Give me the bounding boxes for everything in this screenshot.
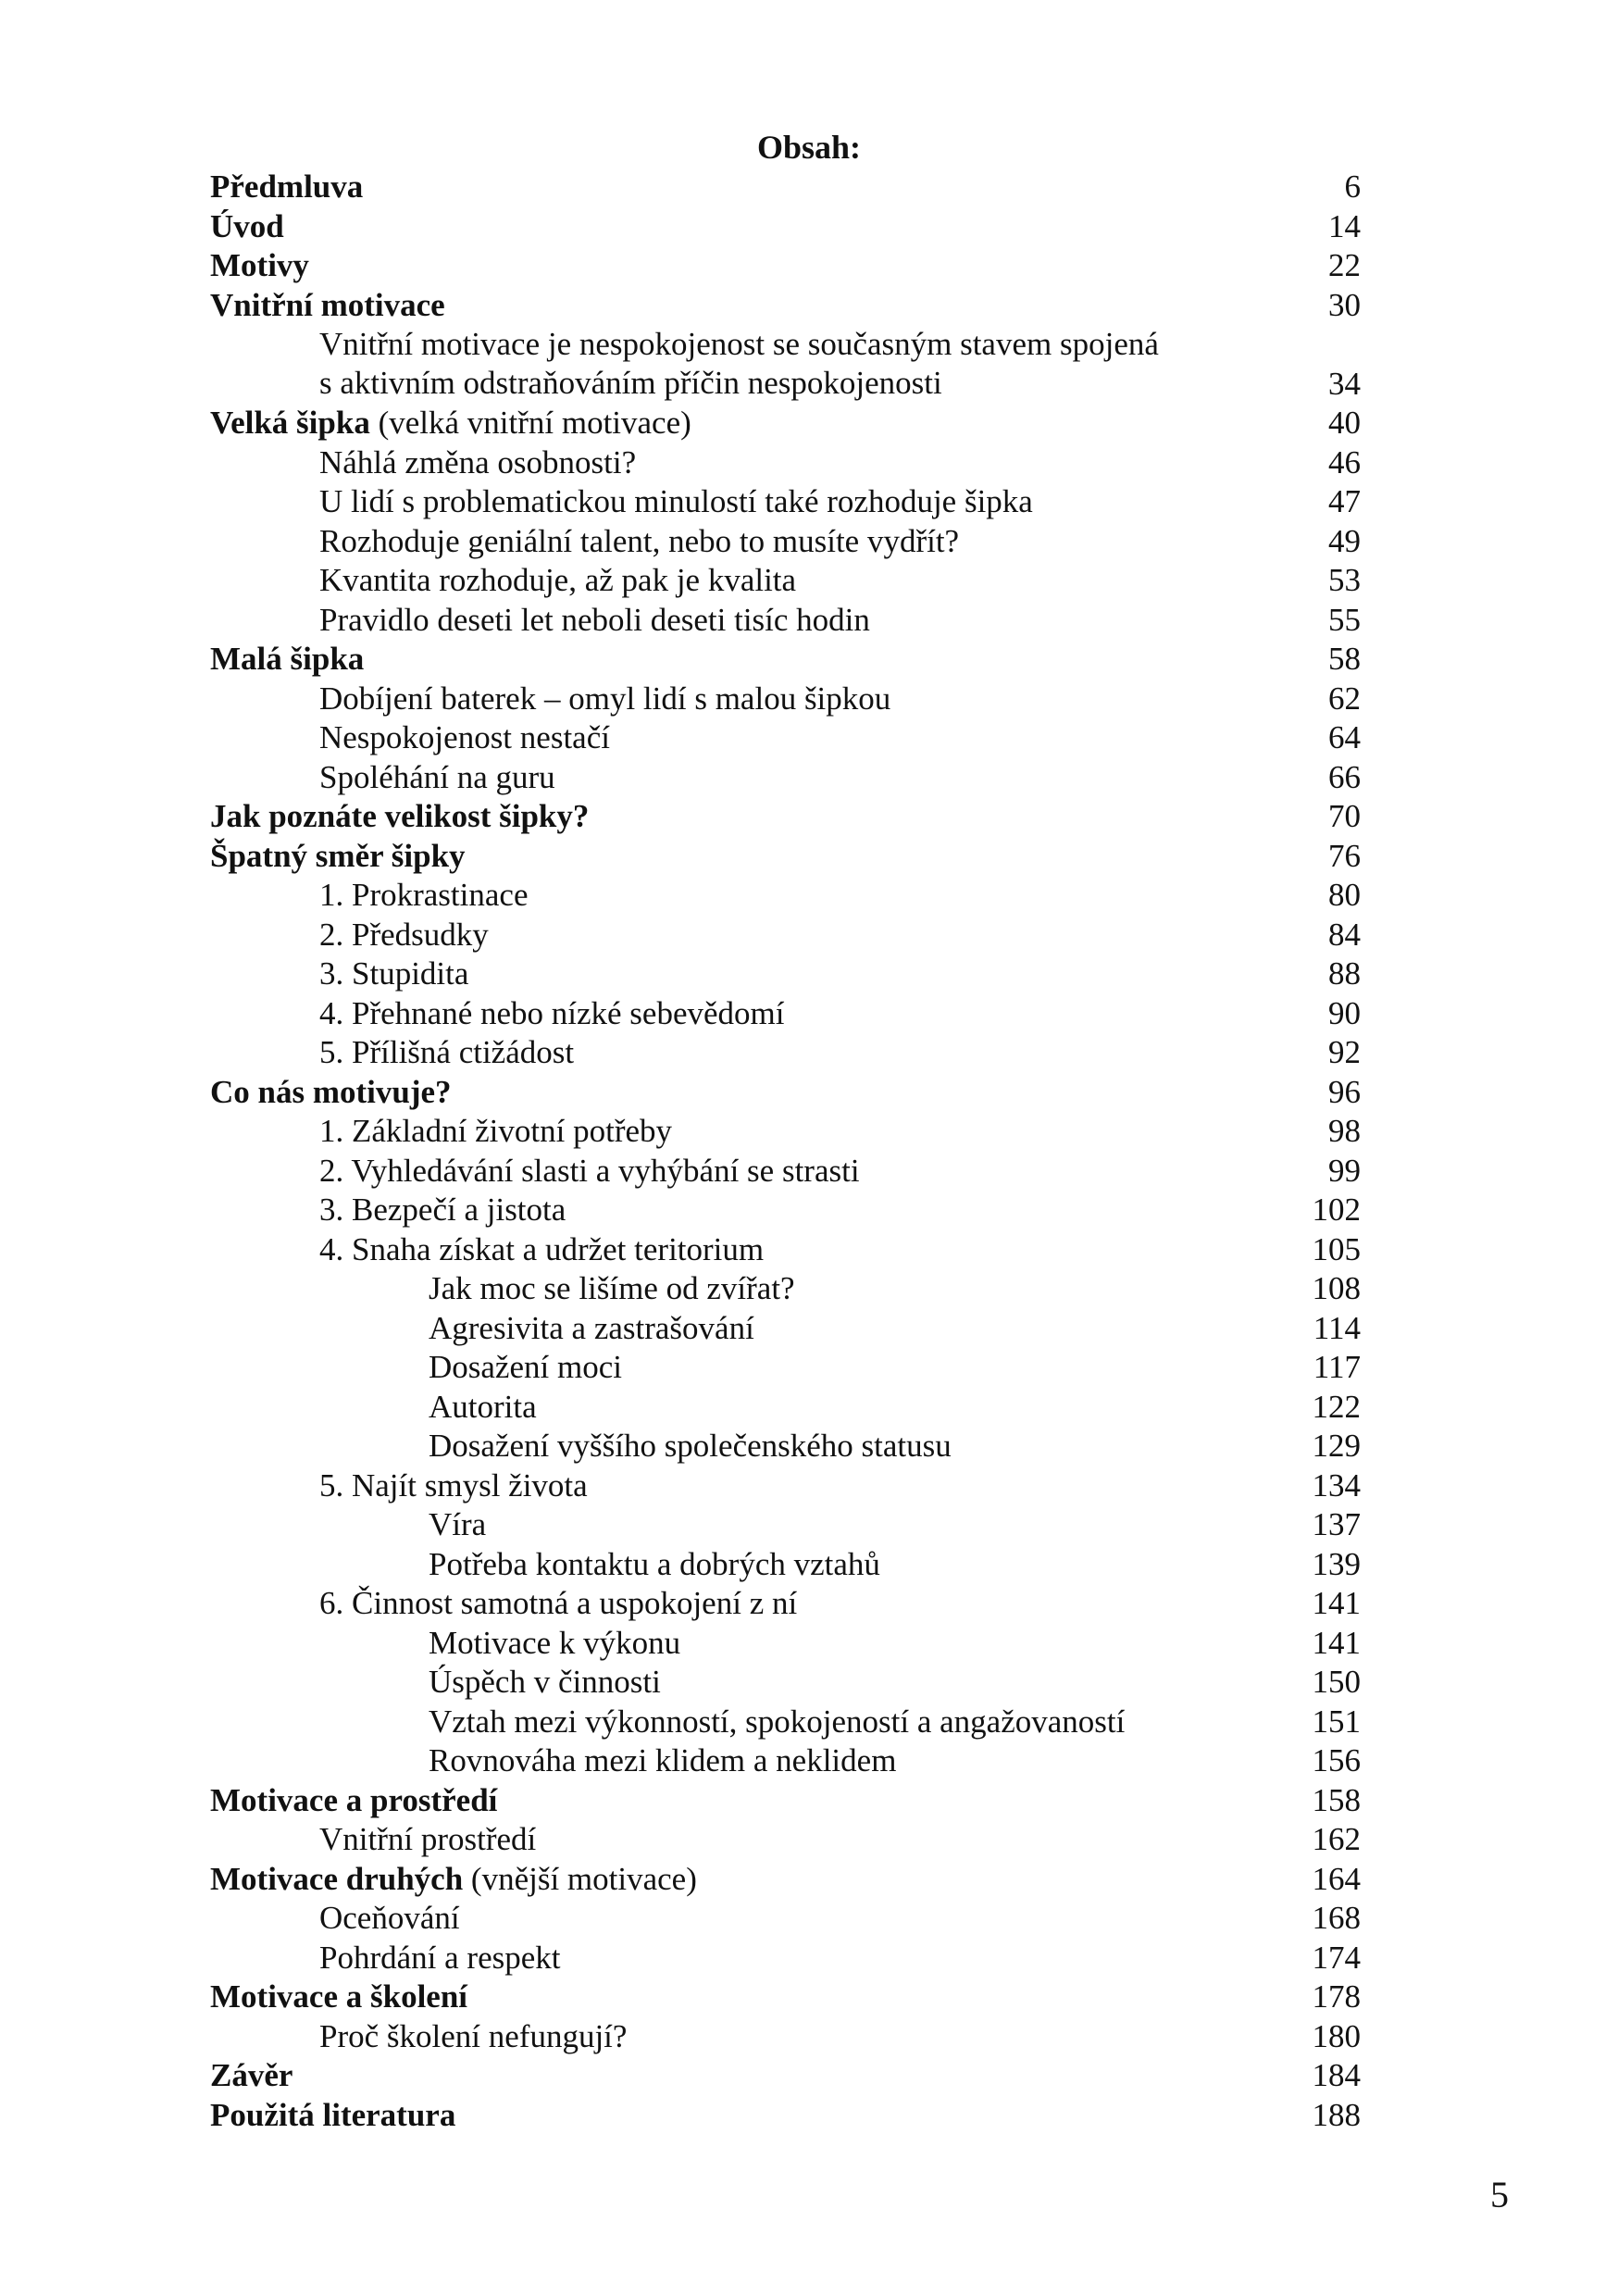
toc-entry-page: 46 <box>1328 443 1361 480</box>
toc-entry-title <box>210 641 364 677</box>
toc-entry-title-text: Víra <box>429 1506 487 1542</box>
toc-entry-title-text: 4. Přehnané nebo nízké sebevědomí <box>319 994 785 1031</box>
toc-entry-page: 6 <box>1344 168 1361 205</box>
toc-entry-title-text: Motivace k výkonu <box>429 1624 681 1661</box>
toc-entry-title <box>319 562 796 598</box>
toc-entry <box>210 994 1361 1034</box>
toc-entry-title-text: Oceňování <box>319 1900 460 1936</box>
toc-entry-title-text: 6. Činnost samotná a uspokojení z ní <box>319 1585 798 1621</box>
toc-entry-title-text: Úspěch v činnosti <box>429 1664 661 1700</box>
toc-entry-page: 122 <box>1312 1388 1361 1425</box>
toc-entry <box>210 2096 1361 2136</box>
toc-entry-title-text: Jak moc se lišíme od zvířat? <box>429 1270 795 1306</box>
toc-entry-title <box>319 1940 560 1976</box>
toc-entry-title <box>319 523 959 559</box>
toc-entry-title-text: 1. Prokrastinace <box>319 877 529 913</box>
toc-entry <box>210 837 1361 877</box>
toc-entry <box>210 168 1361 207</box>
toc-entry <box>210 1820 1361 1860</box>
toc-entry-title <box>210 838 466 874</box>
toc-entry <box>210 1073 1361 1113</box>
toc-entry-title-text: Dobíjení baterek – omyl lidí s malou šipkou <box>319 680 891 717</box>
toc-entry-page: 88 <box>1328 955 1361 992</box>
toc-entry-page: 139 <box>1312 1545 1361 1582</box>
toc-entry <box>210 1152 1361 1192</box>
toc-entry <box>210 640 1361 680</box>
toc-entry-title <box>319 1113 672 1149</box>
toc-entry-page: 141 <box>1312 1624 1361 1661</box>
toc-entry-title <box>429 1742 896 1778</box>
toc-entry-title-bold: Malá šipka <box>210 641 365 677</box>
toc-entry-title-text: 3. Stupidita <box>319 955 469 992</box>
toc-entry <box>210 2056 1361 2096</box>
page-number: 5 <box>1490 2174 1509 2215</box>
toc-entry-page: 164 <box>1312 1860 1361 1897</box>
toc-entry <box>210 482 1361 522</box>
toc-entry-page: 150 <box>1312 1664 1361 1700</box>
toc-entry-title-bold: Motivace a školení <box>210 1978 468 2015</box>
toc-entry-title <box>319 719 610 755</box>
toc-entry-title <box>210 287 445 323</box>
toc-entry-title-text: Náhlá změna osobnosti? <box>319 443 637 480</box>
toc-entry <box>210 680 1361 719</box>
toc-entry <box>210 1663 1361 1703</box>
toc-entry-title-text: U lidí s problematickou minulostí také rozhoduje šipka <box>319 483 1033 519</box>
toc-entry-page: 58 <box>1328 641 1361 677</box>
toc-entry-title-bold: Předmluva <box>210 168 364 205</box>
toc-entry-title-text: Rovnováha mezi klidem a neklidem <box>429 1742 897 1778</box>
toc-entry-title <box>429 1506 486 1542</box>
toc-entry <box>210 1033 1361 1073</box>
toc-entry-page: 184 <box>1312 2057 1361 2093</box>
toc-entry <box>210 2017 1361 2057</box>
toc-entry-title <box>319 444 636 480</box>
toc-entry-page: 99 <box>1328 1152 1361 1189</box>
toc-entry-title-bold: Závěr <box>210 2057 293 2093</box>
toc-entry-page: 151 <box>1312 1703 1361 1740</box>
toc-entry-title <box>319 1585 797 1621</box>
toc-entry-title-bold: Jak poznáte velikost šipky? <box>210 798 590 834</box>
toc-entry <box>210 955 1361 994</box>
toc-entry-title <box>210 798 589 834</box>
toc-entry-title <box>210 247 309 283</box>
toc-entry <box>210 1230 1361 1270</box>
toc-entry-page: 76 <box>1328 837 1361 874</box>
toc-entry-page: 98 <box>1328 1113 1361 1149</box>
toc-entry-page: 92 <box>1328 1034 1361 1070</box>
toc-entry-title-text: Dosažení moci <box>429 1349 622 1385</box>
toc-entry-title <box>319 995 784 1031</box>
toc-entry-page: 162 <box>1312 1821 1361 1857</box>
toc-entry-title-text: 2. Vyhledávání slasti a vyhýbání se strasti <box>319 1152 860 1189</box>
toc-entry-title-text: Agresivita a zastrašování <box>429 1309 754 1346</box>
toc-entry-title <box>429 1546 880 1582</box>
toc-entry-page: 178 <box>1312 1978 1361 2015</box>
toc-entry-title <box>429 1428 952 1464</box>
toc-entry-page: 158 <box>1312 1781 1361 1818</box>
toc-entry-title <box>319 1900 460 1936</box>
toc-entry-title <box>429 1310 754 1346</box>
toc-entry-title-bold: Špatný směr šipky <box>210 837 466 874</box>
toc-entry-page: 114 <box>1313 1309 1361 1346</box>
toc-entry-title-text: (vnější motivace) <box>463 1860 697 1897</box>
toc-entry-title-text: Vztah mezi výkonností, spokojeností a angažovaností <box>429 1703 1126 1740</box>
toc-entry-page: 49 <box>1328 522 1361 559</box>
toc-entry-page: 156 <box>1312 1742 1361 1778</box>
toc-entry-title <box>210 1978 467 2015</box>
toc-entry-title-text: Dosažení vyššího společenského statusu <box>429 1428 952 1464</box>
toc-entry <box>210 1939 1361 1978</box>
toc-entry <box>210 916 1361 955</box>
toc-entry-page: 141 <box>1312 1585 1361 1621</box>
toc-entry-title-text: Pravidlo deseti let neboli deseti tisíc hodin <box>319 601 870 638</box>
toc-entry-page: 80 <box>1328 877 1361 913</box>
toc-entry-page: 188 <box>1312 2096 1361 2133</box>
toc-entry-title-bold: Co nás motivuje? <box>210 1073 452 1110</box>
toc-entry-page: 30 <box>1328 286 1361 323</box>
toc-entry <box>210 1269 1361 1309</box>
toc-entry-title <box>319 917 489 953</box>
toc-entry-title <box>319 1192 566 1228</box>
toc-entry-title <box>210 405 691 441</box>
toc-entry <box>210 876 1361 916</box>
toc-entry-title-bold: Použitá literatura <box>210 2096 456 2133</box>
toc-entry-page: 117 <box>1313 1349 1361 1385</box>
toc-entry-title <box>319 602 870 638</box>
toc-entry-title <box>210 168 363 205</box>
toc-entry-title-text: Pohrdání a respekt <box>319 1939 561 1976</box>
toc-entry <box>210 1309 1361 1349</box>
toc-entry-title-bold: Motivy <box>210 247 309 283</box>
toc-entry-page: 134 <box>1312 1466 1361 1504</box>
toc-entry-title <box>429 1389 537 1425</box>
toc-entry-page: 105 <box>1312 1230 1361 1267</box>
toc-entry-title-text: Rozhoduje geniální talent, nebo to musíte vydřít? <box>319 522 960 559</box>
toc-entry-title <box>429 1664 661 1700</box>
toc-entry <box>210 1781 1361 1821</box>
toc-entry-title-bold: Velká šipka <box>210 405 370 441</box>
toc-entry <box>210 1703 1361 1742</box>
toc-entry-title-text: Proč školení nefungují? <box>319 2017 628 2054</box>
toc-entry-title-text: Potřeba kontaktu a dobrých vztahů <box>429 1545 880 1582</box>
toc-entry <box>210 286 1361 326</box>
toc-entry-page: 102 <box>1312 1192 1361 1228</box>
toc-entry-title <box>319 955 468 992</box>
toc-entry <box>210 443 1361 483</box>
toc-entry <box>210 1624 1361 1664</box>
toc-entry-page: 64 <box>1328 719 1361 755</box>
toc-entry <box>210 1505 1361 1545</box>
toc-entry-title-text: Vnitřní motivace je nespokojenost se současným stavem spojená <box>319 326 1159 362</box>
toc-entry <box>210 1348 1361 1388</box>
toc-entry <box>210 246 1361 286</box>
toc-entry-title-text: Autorita <box>429 1388 537 1425</box>
toc-entry-page: 34 <box>1328 366 1361 402</box>
toc-entry <box>210 325 1361 404</box>
toc-entry-page: 53 <box>1328 562 1361 598</box>
toc-entry-title <box>319 1231 764 1267</box>
toc-entry-title-text: 4. Snaha získat a udržet teritorium <box>319 1230 765 1267</box>
toc-entry-page: 40 <box>1328 405 1361 441</box>
toc-entry <box>210 1427 1361 1466</box>
toc-entry <box>210 1899 1361 1939</box>
toc-entry-title <box>319 2018 627 2054</box>
toc-entry-title-bold: Vnitřní motivace <box>210 286 445 323</box>
toc-entry-title-text: 5. Najít smysl života <box>319 1466 588 1504</box>
toc-entry <box>210 561 1361 601</box>
toc-entry-page: 70 <box>1328 798 1361 834</box>
toc-entry <box>210 404 1361 443</box>
toc-entry-title <box>429 1270 795 1306</box>
toc-entry-title <box>210 1074 452 1110</box>
toc-entry-title <box>319 483 1033 519</box>
toc-entry <box>210 1545 1361 1585</box>
toc-entry <box>210 758 1361 798</box>
toc-entry-page: 129 <box>1312 1428 1361 1464</box>
toc-entry <box>210 1741 1361 1781</box>
toc-entry-page: 22 <box>1328 247 1361 283</box>
toc-entry-page: 180 <box>1312 2017 1361 2054</box>
toc-entry <box>210 1191 1361 1230</box>
toc-entry-title <box>319 325 1361 364</box>
toc-entry-title-text: Nespokojenost nestačí <box>319 719 610 755</box>
toc-entry <box>210 1388 1361 1428</box>
toc-entry-title <box>210 208 284 244</box>
toc-entry <box>210 1860 1361 1900</box>
toc-entry-title <box>429 1703 1125 1740</box>
toc-entry <box>210 601 1361 641</box>
toc-entry-title-bold: Motivace a prostředí <box>210 1781 498 1818</box>
toc-entry-title-continuation: s aktivním odstraňováním příčin nespokojenosti <box>319 365 942 401</box>
toc-entry <box>210 1978 1361 2017</box>
toc-entry-title-bold: Motivace druhých <box>210 1860 464 1897</box>
toc-entry-title-text: Vnitřní prostředí <box>319 1821 537 1857</box>
toc-entry-page: 55 <box>1328 601 1361 638</box>
toc-entry-title <box>319 1467 588 1504</box>
toc-entry <box>210 1584 1361 1624</box>
toc-entry-page: 14 <box>1328 207 1361 244</box>
toc-entry-title-text: 2. Předsudky <box>319 916 489 953</box>
toc-entry <box>210 797 1361 837</box>
toc-entry-title <box>319 680 890 717</box>
toc-entry-page: 84 <box>1328 916 1361 953</box>
toc-entry-title <box>210 2057 292 2093</box>
toc-entry-page: 174 <box>1312 1939 1361 1976</box>
toc-entry-page: 108 <box>1312 1270 1361 1306</box>
toc-entry <box>210 718 1361 758</box>
toc-entry <box>210 1466 1361 1506</box>
toc-entry-title-text: 5. Přílišná ctižádost <box>319 1034 575 1070</box>
toc-entry-title <box>210 1782 497 1818</box>
page-title: Obsah: <box>756 129 862 166</box>
toc-entry-page: 66 <box>1328 758 1361 795</box>
toc-entry-page: 62 <box>1328 680 1361 717</box>
table-of-contents <box>210 168 1361 2135</box>
toc-entry <box>210 522 1361 562</box>
toc-entry-title <box>319 1153 860 1189</box>
toc-entry-title <box>210 1861 697 1897</box>
toc-entry-title <box>319 1821 536 1857</box>
toc-entry-title-text: Spoléhání na guru <box>319 758 555 795</box>
toc-entry-title-text: 1. Základní životní potřeby <box>319 1113 673 1149</box>
toc-entry-title <box>319 877 528 913</box>
toc-entry-page: 168 <box>1312 1900 1361 1936</box>
toc-entry-title <box>429 1349 622 1385</box>
toc-entry-title-text: Kvantita rozhoduje, až pak je kvalita <box>319 562 797 598</box>
toc-entry-title-bold: Úvod <box>210 207 284 244</box>
toc-entry-title <box>429 1625 680 1661</box>
toc-entry-page: 90 <box>1328 994 1361 1031</box>
toc-entry-title <box>210 2097 455 2133</box>
toc-entry-title <box>319 1034 574 1070</box>
toc-entry <box>210 207 1361 247</box>
toc-entry <box>210 1112 1361 1152</box>
toc-entry-page: 96 <box>1328 1073 1361 1110</box>
toc-entry-title-text: (velká vnitřní motivace) <box>369 405 691 441</box>
toc-entry-title-text: 3. Bezpečí a jistota <box>319 1192 566 1228</box>
toc-entry-title <box>319 759 555 795</box>
toc-entry-page: 47 <box>1328 483 1361 519</box>
toc-entry-page: 137 <box>1312 1506 1361 1542</box>
